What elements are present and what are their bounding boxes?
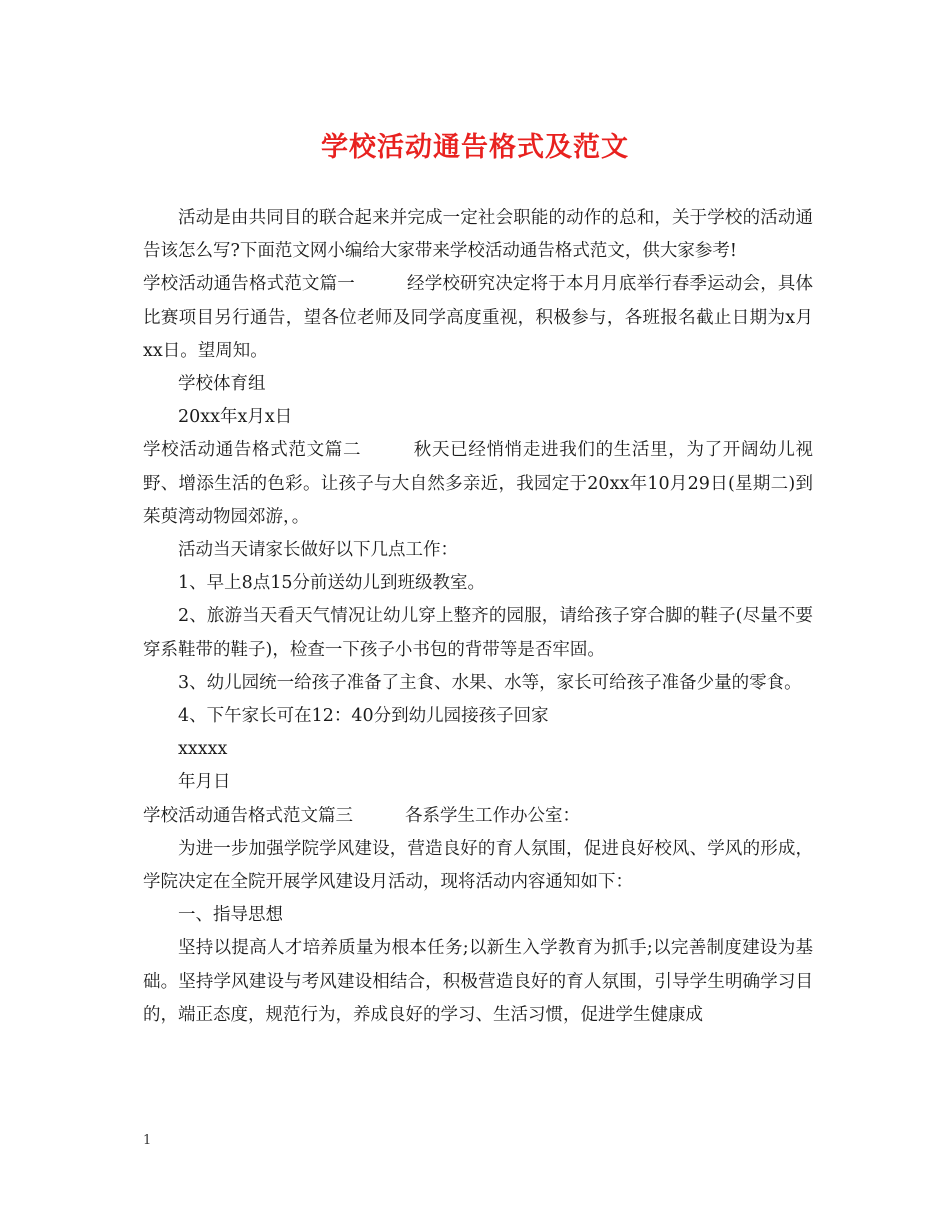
sample3-paragraph (143, 800, 813, 833)
sample2-lead: 活动当天请家长做好以下几点工作： (178, 540, 458, 561)
document-title: 学校活动通告格式及范文 (321, 132, 629, 163)
sample2-item-1: 1、早上8点15分前送幼儿到班级教室。 (178, 573, 486, 594)
sample1-signature: 学校体育组 (178, 374, 266, 395)
sample2-item-2: 2、旅游当天看天气情况让幼儿穿上整齐的园服，请给孩子穿合脚的鞋子(尽量不要穿系鞋带的鞋子)，检查一下孩子小书包的背带等是否牢固。 (143, 606, 813, 660)
sample2-item-4: 4、下午家长可在12：40分到幼儿园接孩子回家 (178, 706, 549, 727)
sample2-body: 秋天已经悄悄走进我们的生活里，为了开阔幼儿视野、增添生活的色彩。让孩子与大自然多亲近，我园定于20xx年10月29日(星期二)到茱萸湾动物园郊游，。 (143, 440, 814, 527)
sample3-section1-body: 坚持以提高人才培养质量为根本任务;以新生入学教育为抓手;以完善制度建设为基础。坚持学风建设与考风建设相结合，积极营造良好的育人氛围，引导学生明确学习目的，端正态度，规范行为，养成良好的学习、生活习惯，促进学生健康成 (143, 938, 813, 1025)
sample1-date: 20xx年x月x日 (178, 407, 293, 428)
page-number: 1 (143, 1133, 152, 1148)
sample3-addressee: 各系学生工作办公室： (405, 805, 580, 826)
sample2-signature: xxxxx (178, 739, 228, 760)
sample1-body: 经学校研究决定将于本月月底举行春季运动会，具体比赛项目另行通告，望各位老师及同学高度重视，积极参与，各班报名截止日期为x月xx日。望周知。 (143, 274, 814, 361)
sample2-item-3: 3、幼儿园统一给孩子准备了主食、水果、水等，家长可给孩子准备少量的零食。 (178, 672, 802, 693)
sample1-heading: 学校活动通告格式范文篇一 (143, 274, 355, 295)
sample1-paragraph (143, 268, 813, 368)
sample3-body: 为进一步加强学院学风建设，营造良好的育人氛围，促进良好校风、学风的形成，学院决定在全院开展学风建设月活动，现将活动内容通知如下： (143, 838, 813, 893)
sample2-date: 年月日 (178, 772, 231, 793)
intro-paragraph: 活动是由共同目的联合起来并完成一定社会职能的动作的总和，关于学校的活动通告该怎么写?下面范文网小编给大家带来学校活动通告格式范文，供大家参考! (143, 208, 813, 262)
sample3-section1-heading: 一、指导思想 (178, 905, 283, 926)
sample2-heading: 学校活动通告格式范文篇二 (143, 440, 362, 461)
document-body (143, 202, 813, 1032)
sample3-heading: 学校活动通告格式范文篇三 (143, 805, 353, 826)
sample2-paragraph (143, 434, 813, 534)
